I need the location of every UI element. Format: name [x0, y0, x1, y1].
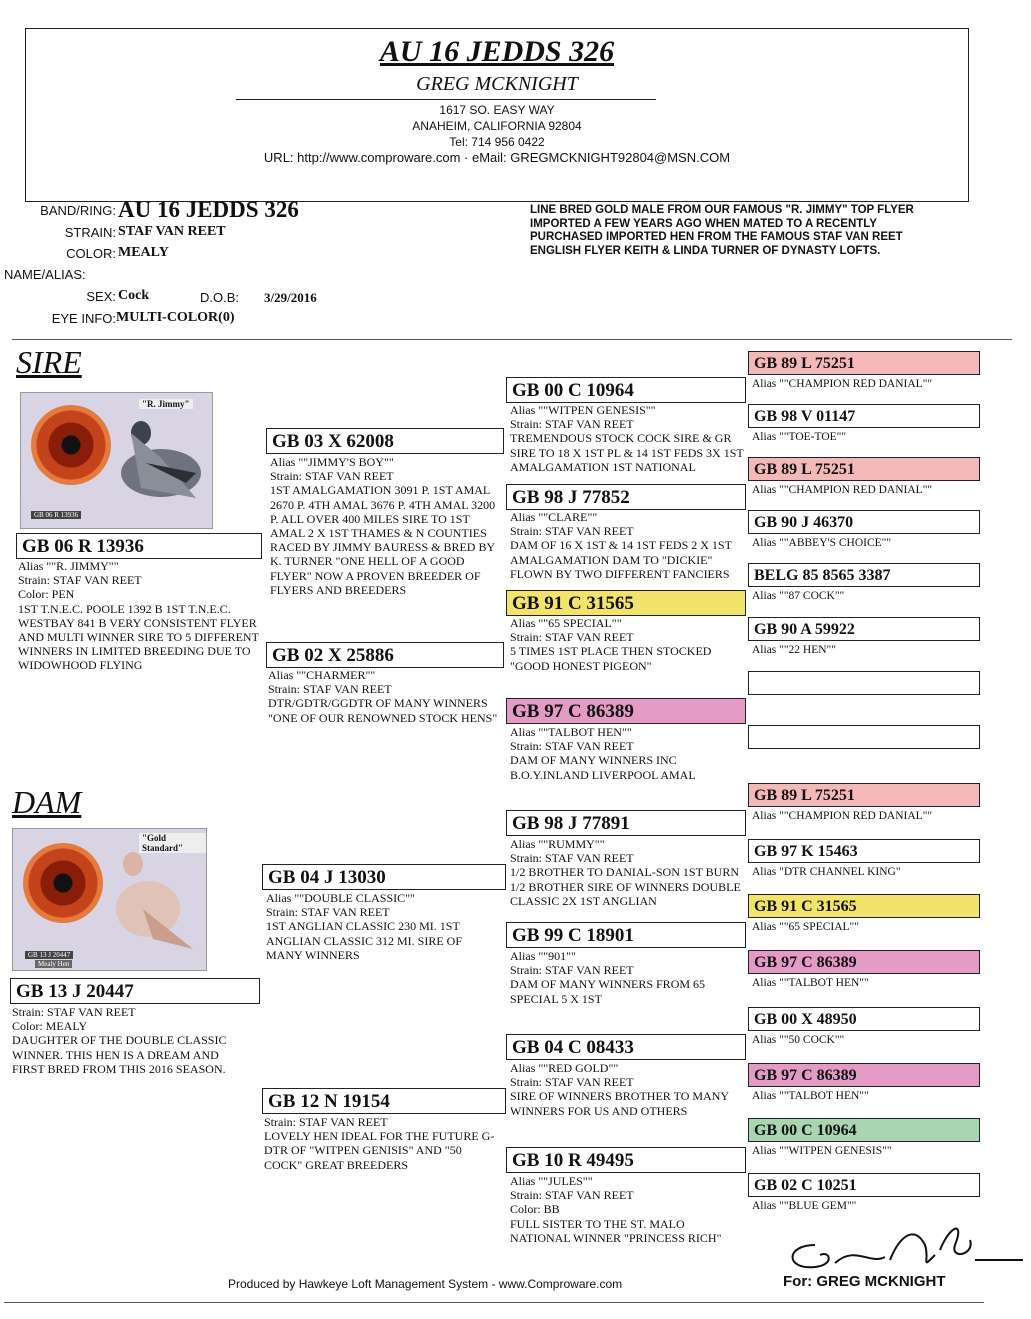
gen4-band-9: GB 89 L 75251 — [748, 783, 980, 807]
sire-eye-image — [31, 405, 111, 485]
bird-strain: STAF VAN REET — [118, 224, 226, 239]
gen3-info-5: Alias ""RUMMY"" Strain: STAF VAN REET 1/2 BROTHER TO DANIAL-SON 1ST BURN 1/2 BROTHER SIRE OF WINNERS DOUBLE CLASSIC 2X 1ST ANGLIAN — [510, 837, 741, 908]
gen4-alias-12: Alias ""TALBOT HEN"" — [752, 977, 869, 989]
gen4-band-12: GB 97 C 86389 — [748, 950, 980, 974]
sire-photo — [20, 392, 213, 529]
dam-title: DAM — [12, 784, 82, 820]
gen4-alias-14: Alias ""TALBOT HEN"" — [752, 1090, 869, 1102]
gen3-band-7: GB 04 C 08433 — [506, 1034, 746, 1060]
gen2-info-4: Strain: STAF VAN REET LOVELY HEN IDEAL FOR THE FUTURE G-DTR OF "WITPEN GENISIS" AND "50 COCK" GREAT BREEDERS — [264, 1115, 495, 1172]
name-label: NAME/ALIAS: — [4, 267, 86, 282]
footer-produced-by: Produced by Hawkeye Loft Management System - www.Comproware.com — [228, 1277, 623, 1291]
footer-for: For: GREG MCKNIGHT — [783, 1273, 946, 1290]
eye-label: EYE INFO: — [51, 311, 116, 326]
gen3-band-1: GB 00 C 10964 — [506, 377, 746, 403]
gen4-alias-1: Alias ""CHAMPION RED DANIAL"" — [752, 378, 933, 390]
gen4-alias-13: Alias ""50 COCK"" — [752, 1034, 845, 1046]
header-address1: 1617 SO. EASY WAY — [439, 103, 555, 117]
gen3-info-3: Alias ""65 SPECIAL"" Strain: STAF VAN REET 5 TIMES 1ST PLACE THEN STOCKED "GOOD HONEST PIGEON" — [510, 616, 712, 673]
gen4-alias-16: Alias ""BLUE GEM"" — [752, 1200, 857, 1212]
header-owner: GREG MCKNIGHT — [416, 73, 578, 95]
bird-sex: Cock — [118, 288, 150, 303]
gen4-alias-5: Alias ""87 COCK"" — [752, 590, 845, 602]
bird-dob: 3/29/2016 — [264, 290, 317, 305]
sire-photo-caption: "R. Jimmy" — [139, 399, 193, 409]
gen3-band-5: GB 98 J 77891 — [506, 810, 746, 836]
bird-band: AU 16 JEDDS 326 — [118, 197, 299, 222]
gen4-alias-6: Alias ""22 HEN"" — [752, 644, 836, 656]
gen4-band-6: GB 90 A 59922 — [748, 617, 980, 641]
header-url: URL: http://www.comproware.com · eMail: GREGMCKNIGHT92804@MSN.COM — [263, 150, 731, 165]
sire-title: SIRE — [16, 344, 82, 380]
gen4-alias-2: Alias ""TOE-TOE"" — [752, 431, 847, 443]
gen4-band-5: BELG 85 8565 3387 — [748, 563, 980, 587]
dam-photo-tag: GB 13 J 20447 — [25, 951, 73, 959]
gen4-band-15: GB 00 C 10964 — [748, 1118, 980, 1142]
gen4-band-10: GB 97 K 15463 — [748, 839, 980, 863]
gen2-info-2: Alias ""CHARMER"" Strain: STAF VAN REET DTR/GDTR/GGDTR OF MANY WINNERS "ONE OF OUR RENOWNED STOCK HENS" — [268, 668, 498, 725]
dam-photo — [12, 828, 207, 971]
dam-info: Strain: STAF VAN REET Color: MEALY DAUGHTER OF THE DOUBLE CLASSIC WINNER. THIS HEN IS A DREAM AND FIRST BRED FROM THIS 2016 SEASON. — [12, 1005, 227, 1076]
gen3-info-4: Alias ""TALBOT HEN"" Strain: STAF VAN REET DAM OF MANY WINNERS INC B.O.Y.INLAND LIVERPOOL AMAL — [510, 725, 696, 782]
gen3-band-2: GB 98 J 77852 — [506, 484, 746, 510]
gen3-band-4: GB 97 C 86389 — [506, 698, 746, 724]
dam-eye-image — [23, 843, 103, 923]
gen4-band-4: GB 90 J 46370 — [748, 510, 980, 534]
gen4-band-11: GB 91 C 31565 — [748, 894, 980, 918]
gen3-info-6: Alias ""901"" Strain: STAF VAN REET DAM OF MANY WINNERS FROM 65 SPECIAL 5 X 1ST — [510, 949, 706, 1006]
gen4-band-3: GB 89 L 75251 — [748, 457, 980, 481]
gen2-band-3: GB 04 J 13030 — [262, 864, 506, 890]
header-band: AU 16 JEDDS 326 — [379, 35, 615, 68]
gen2-band-2: GB 02 X 25886 — [266, 642, 504, 668]
sire-photo-tag: GB 06 R 13936 — [31, 511, 81, 519]
gen3-band-6: GB 99 C 18901 — [506, 922, 746, 948]
gen3-info-2: Alias ""CLARE"" Strain: STAF VAN REET DAM OF 16 X 1ST & 14 1ST FEDS 2 X 1ST AMALGAMATION DAM TO "DICKIE" FLOWN BY TWO DIFFERENT FANCIERS — [510, 510, 732, 581]
gen2-band-1: GB 03 X 62008 — [266, 428, 504, 454]
sire-info: Alias ""R. JIMMY"" Strain: STAF VAN REET Color: PEN 1ST T.N.E.C. POOLE 1392 B 1ST T.N.E.C. WESTBAY 841 B VERY CONSISTENT FLYER AND MULTI WINNER SIRE TO 5 DIFFERENT WINNERS IN LIMITED BREEDING DUE TO WIDOWHOOD FLYING — [18, 559, 259, 673]
gen4-band-13: GB 00 X 48950 — [748, 1007, 980, 1031]
gen3-info-8: Alias ""JULES"" Strain: STAF VAN REET Color: BB FULL SISTER TO THE ST. MALO NATIONAL WINNER "PRINCESS RICH" — [510, 1174, 722, 1245]
gen2-info-1: Alias ""JIMMY'S BOY"" Strain: STAF VAN REET 1ST AMALGAMATION 3091 P. 1ST AMAL 2670 P. 4TH AMAL 3676 P. 4TH AMAL 3200 P. ALL OVER 400 MILES SIRE TO 1ST AMAL 2 X 1ST THAMES & N COUNTIES RACED BY JIMMY BAURESS & BRED BY K. TURNER "ONE HELL OF A GOOD FLYER" NOW A PROVEN BREEDER OF FLYERS AND BREEDERS — [270, 455, 496, 597]
header-phone: Tel: 714 956 0422 — [449, 135, 545, 149]
gen4-band-2: GB 98 V 01147 — [748, 404, 980, 428]
dam-pigeon-image — [93, 839, 203, 964]
gen4-alias-4: Alias ""ABBEY'S CHOICE"" — [752, 537, 892, 549]
gen4-band-14: GB 97 C 86389 — [748, 1063, 980, 1087]
header-box — [25, 28, 969, 202]
gen4-alias-9: Alias ""CHAMPION RED DANIAL"" — [752, 810, 933, 822]
gen3-band-8: GB 10 R 49495 — [506, 1147, 746, 1173]
gen2-info-3: Alias ""DOUBLE CLASSIC"" Strain: STAF VAN REET 1ST ANGLIAN CLASSIC 230 MI. 1ST ANGLIAN CLASSIC 312 MI. SIRE OF MANY WINNERS — [266, 891, 463, 962]
gen4-band-1: GB 89 L 75251 — [748, 351, 980, 375]
dam-photo-caption: "Gold Standard" — [139, 833, 206, 853]
sire-pigeon-image — [101, 403, 211, 513]
gen3-info-1: Alias ""WITPEN GENESIS"" Strain: STAF VAN REET TREMENDOUS STOCK COCK SIRE & GR SIRE TO 18 X 1ST PL & 14 1ST FEDS 3X 1ST AMALGAMATION 1ST NATIONAL — [510, 403, 744, 474]
gen4-band-7 — [748, 671, 980, 695]
gen4-band-8 — [748, 725, 980, 749]
sex-label: SEX: — [86, 289, 116, 304]
dam-photo-tag2: Mealy Hen — [35, 960, 72, 968]
gen4-band-16: GB 02 C 10251 — [748, 1173, 980, 1197]
bird-color: MEALY — [118, 245, 169, 260]
dam-band: GB 13 J 20447 — [10, 978, 260, 1004]
dob-label: D.O.B: — [200, 290, 240, 305]
gen4-alias-11: Alias ""65 SPECIAL"" — [752, 921, 859, 933]
gen4-alias-15: Alias ""WITPEN GENESIS"" — [752, 1145, 892, 1157]
band-label: BAND/RING: — [40, 203, 116, 218]
signature-image — [775, 1205, 1025, 1275]
header-address2: ANAHEIM, CALIFORNIA 92804 — [412, 119, 582, 133]
strain-label: STRAIN: — [64, 225, 116, 240]
gen3-band-3: GB 91 C 31565 — [506, 590, 746, 616]
gen3-info-7: Alias ""RED GOLD"" Strain: STAF VAN REET SIRE OF WINNERS BROTHER TO MANY WINNERS FOR US AND OTHERS — [510, 1061, 729, 1118]
bird-eye: MULTI-COLOR(0) — [116, 310, 235, 325]
gen2-band-4: GB 12 N 19154 — [262, 1088, 506, 1114]
gen4-alias-10: Alias "DTR CHANNEL KING" — [752, 866, 901, 878]
bird-description: LINE BRED GOLD MALE FROM OUR FAMOUS "R. JIMMY" TOP FLYER IMPORTED A FEW YEARS AGO WHEN MATED TO A RECENTLY PURCHASED IMPORTED HEN FROM THE FAMOUS STAF VAN REET ENGLISH FLYER KEITH & LINDA TURNER OF DYNASTY LOFTS. — [530, 204, 914, 257]
gen4-alias-3: Alias ""CHAMPION RED DANIAL"" — [752, 484, 933, 496]
color-label: COLOR: — [66, 246, 116, 261]
sire-band: GB 06 R 13936 — [16, 533, 262, 559]
